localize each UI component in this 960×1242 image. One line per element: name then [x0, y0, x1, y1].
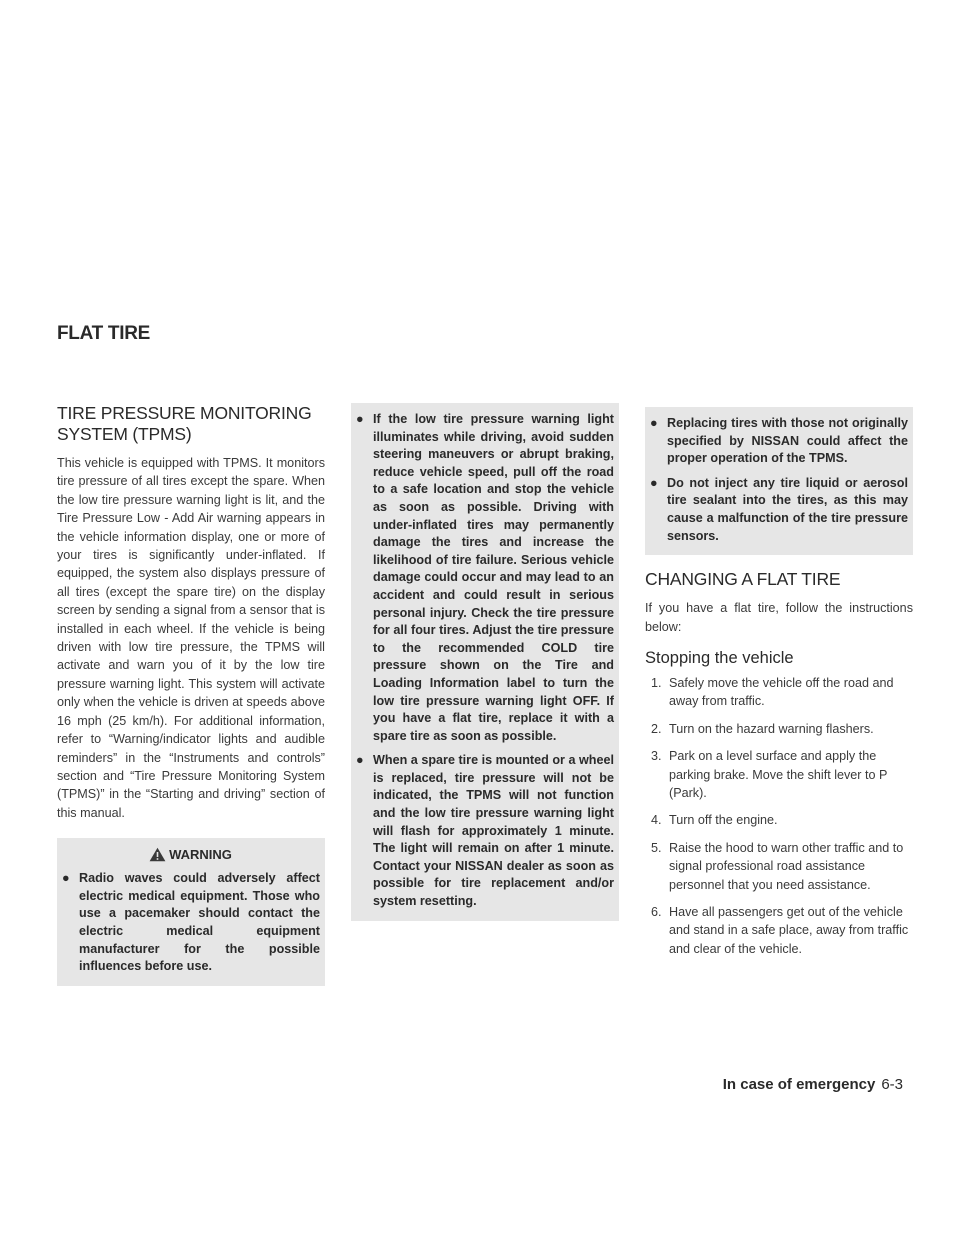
bullet-icon: ●: [62, 871, 70, 886]
step-item: 3. Park on a level surface and apply the parking brake. Move the shift lever to P (Park).: [651, 749, 888, 800]
changing-heading: CHANGING A FLAT TIRE: [645, 569, 841, 590]
bullet-icon: ●: [356, 753, 364, 768]
warning-item-text: Radio waves could adversely affect electric medical equipment. Those who use a pacemaker should contact the electric medical equipment manufacturer for the possible influences before use.: [79, 871, 320, 974]
warning-box-continued: [645, 407, 913, 555]
tpms-paragraph: This vehicle is equipped with TPMS. It monitors tire pressure of all tires except the spare. When the low tire pressure warning light is lit, and the Tire Pressure Low - Add Air warning appears in the vehicle information display, one or more of your tires is significantly under-inflated. If equipped, the system also displays pressure of all tires (except the spare tire) on the display screen by sending a signal from a sensor that is installed in each wheel. If the vehicle is being driven with low tire pressure, the TPMS will activate and warn you of it by the low tire pressure warning light. This system will activate only when the vehicle is driven at speeds above 16 mph (25 km/h). For additional information, refer to “Warning/indicator lights and audible reminders” in the “Instruments and controls” section and “Tire Pressure Monitoring System (TPMS)” in the “Starting and driving” section of this manual.: [57, 456, 325, 820]
stopping-subheading: Stopping the vehicle: [645, 648, 794, 667]
step-item: 1. Safely move the vehicle off the road and away from traffic.: [651, 675, 894, 709]
tpms-heading-line1: TIRE PRESSURE MONITORING: [57, 403, 312, 423]
warning-item: [355, 752, 614, 910]
step-item: 5. Raise the hood to warn other traffic and to signal professional road assistance personnel that you need assistance.: [651, 840, 904, 892]
step-item: 2. Turn on the hazard warning flashers.: [651, 721, 874, 736]
warning-item-text: If the low tire pressure warning light illuminates while driving, avoid sudden steering maneuvers or abrupt braking, reduce vehicle speed, pull off the road to a safe location and stop the vehicle as soon as possible. Driving with under-inflated tires may permanently damage the tires and increase the likelihood of tire failure. Serious vehicle damage could occur and may lead to an accident and could result in serious personal injury. Check the tire pressure for all four tires. Adjust the tire pressure to the recommended COLD tire pressure shown on the Tire and Loading Information label to turn the low tire pressure warning light OFF. If you have a flat tire, replace it with a spare tire as soon as possible.: [373, 412, 614, 743]
bullet-icon: ●: [650, 416, 658, 430]
warning-box: [57, 838, 325, 986]
column-2: [351, 403, 619, 921]
step-item: 4. Turn off the engine.: [651, 813, 778, 828]
bullet-icon: ●: [650, 475, 658, 490]
column-3: [645, 407, 913, 967]
bullet-icon: ●: [356, 412, 364, 426]
section-title: FLAT TIRE: [57, 323, 150, 344]
warning-triangle-icon: [149, 847, 166, 862]
warning-item-text: Replacing tires with those not originally specified by NISSAN could affect the proper operation of the TPMS.: [667, 416, 908, 466]
warning-item: [649, 415, 908, 468]
warning-item-text: Do not inject any tire liquid or aerosol tire sealant into the tires, as this may cause a malfunction of the tire pressure sensors.: [667, 475, 908, 543]
steps-list: [645, 674, 913, 958]
warning-label: WARNING: [169, 847, 232, 863]
tpms-heading: [57, 403, 325, 445]
warning-item: [61, 870, 320, 976]
warning-item: [355, 411, 614, 745]
column-1: [57, 403, 325, 986]
changing-intro: If you have a flat tire, follow the instructions below:: [645, 601, 913, 634]
warning-item: [649, 475, 908, 545]
page-number: 6-3: [881, 1076, 903, 1093]
step-item: 6. Have all passengers get out of the vehicle and stand in a safe place, away from traffic and clear of the vehicle.: [651, 905, 909, 956]
warning-header: [61, 846, 320, 864]
page-footer: [723, 1076, 903, 1093]
warning-box-continued: [351, 403, 619, 921]
tpms-heading-line2: SYSTEM (TPMS): [57, 424, 192, 444]
footer-chapter-title: In case of emergency: [722, 1076, 876, 1093]
warning-item-text: When a spare tire is mounted or a wheel is replaced, tire pressure will not be indicated, the TPMS will not function and the low tire pressure warning light will flash for approximately 1 minute. The light will remain on after 1 minute. Contact your NISSAN dealer as soon as possible for tire replacement and/or system resetting.: [373, 753, 614, 909]
